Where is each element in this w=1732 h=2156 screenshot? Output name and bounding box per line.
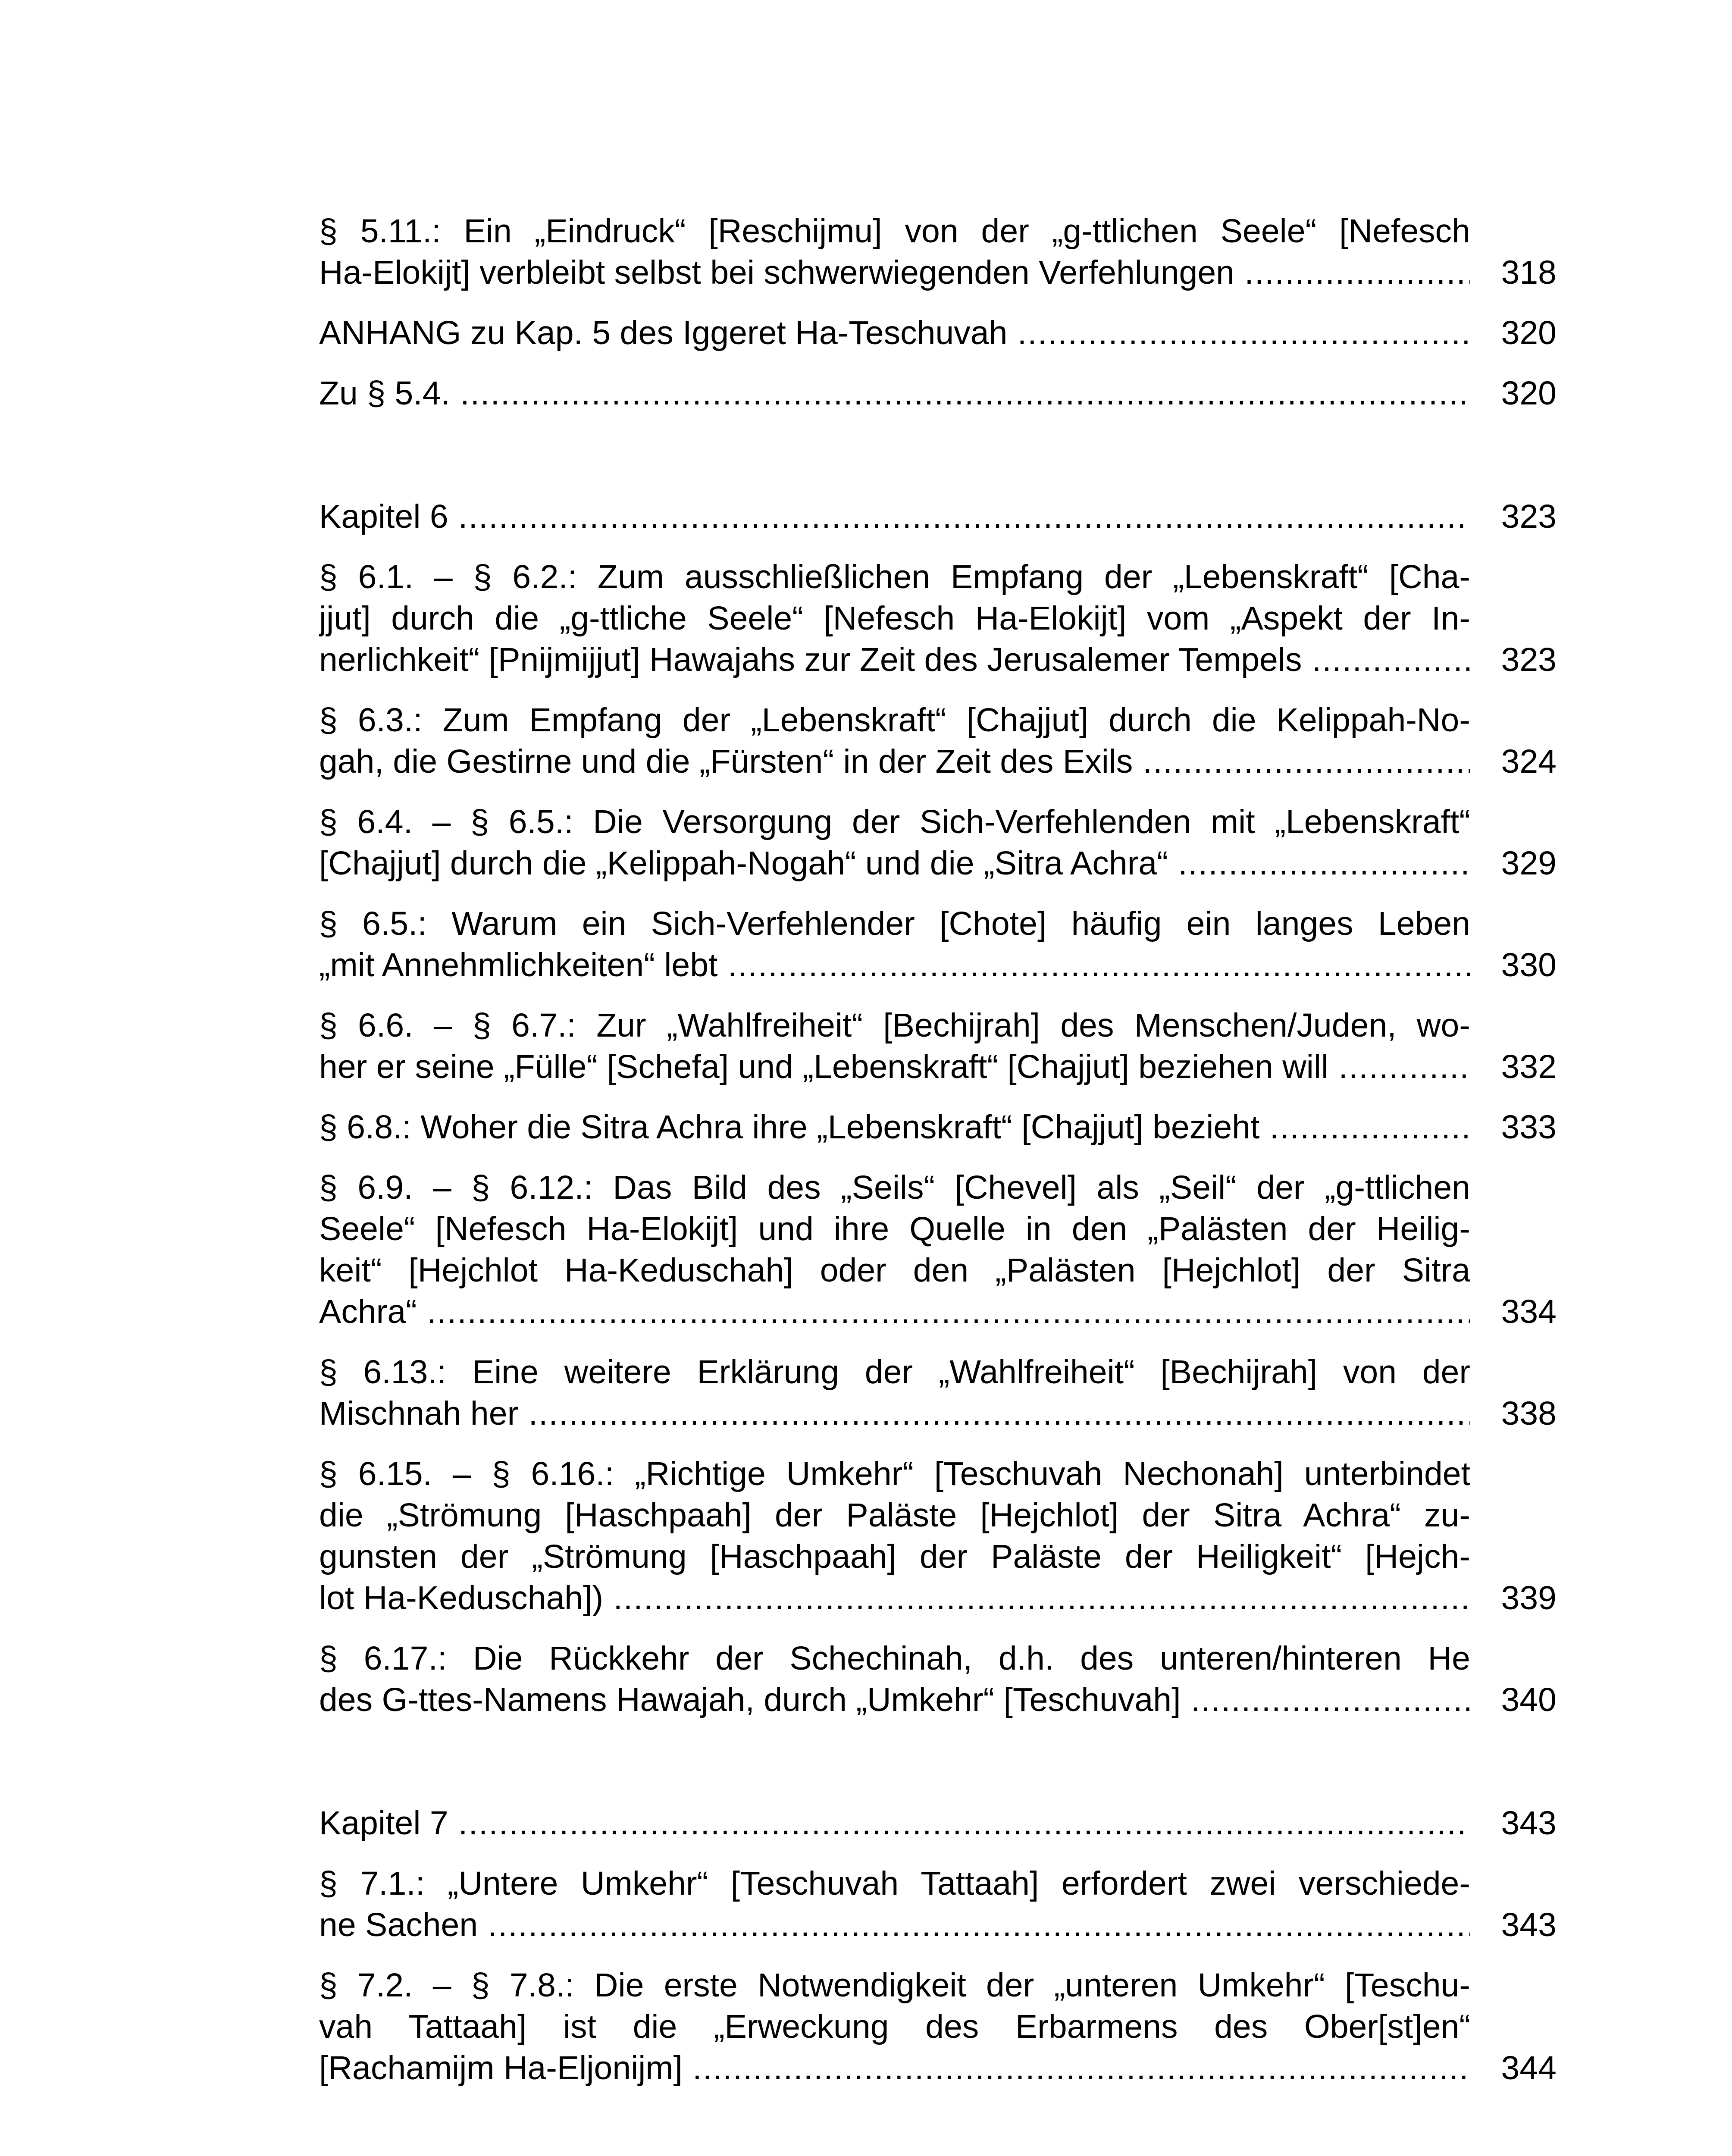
toc-entry-line: lot Ha-Keduschah]) ..... xyxy=(319,1577,1470,1619)
toc-entry-line: § 6.3.: Zum Empfang der „Lebenskraft“ [Chajjut] durch die Kelippah-No- xyxy=(319,702,1470,739)
toc-entry-line: ne Sachen ..... xyxy=(319,1904,1470,1946)
toc-page-number: 334 xyxy=(1501,1293,1557,1330)
toc-entry-6-6 xyxy=(319,1005,1557,1087)
toc-page-number: 330 xyxy=(1501,946,1557,984)
toc-page-number: 320 xyxy=(1501,375,1557,412)
toc-entry-line: gah, die Gestirne und die „Fürsten“ in der Zeit des Exils ..... xyxy=(319,741,1470,782)
toc-entry-6-15 xyxy=(319,1453,1557,1619)
toc-entry-6-4 xyxy=(319,801,1557,884)
toc-entry-line: her er seine „Fülle“ [Schefa] und „Lebenskraft“ [Chajjut] beziehen will ..... xyxy=(319,1046,1470,1087)
toc-page-number: 320 xyxy=(1501,314,1557,351)
toc-page-number: 344 xyxy=(1501,2049,1557,2087)
toc-entry-6-9 xyxy=(319,1167,1557,1332)
toc-entry-line: § 6.6. – § 6.7.: Zur „Wahlfreiheit“ [Bechijrah] des Menschen/Juden, wo- xyxy=(319,1007,1470,1044)
toc-page-number: 329 xyxy=(1501,845,1557,882)
toc-page-number: 343 xyxy=(1501,1906,1557,1943)
toc-entry-line: Zu § 5.4. ..... xyxy=(319,373,1470,414)
toc-page-number: 340 xyxy=(1501,1681,1557,1718)
toc-entry-line: § 6.5.: Warum ein Sich-Verfehlender [Chote] häufig ein langes Leben xyxy=(319,905,1470,942)
toc-entry-line: § 6.1. – § 6.2.: Zum ausschließlichen Empfang der „Lebenskraft“ [Cha- xyxy=(319,558,1470,595)
toc-entry-line: § 7.2. – § 7.8.: Die erste Notwendigkeit der „unteren Umkehr“ [Teschu- xyxy=(319,1967,1470,2004)
toc-entry-6-17 xyxy=(319,1638,1557,1720)
toc-entry-zu-5-4 xyxy=(319,373,1557,414)
toc-entry-6-5 xyxy=(319,903,1557,986)
toc-chapter-7 xyxy=(319,1802,1557,1844)
toc-entry-line: die „Strömung [Haschpaah] der Paläste [Hejchlot] der Sitra Achra“ zu- xyxy=(319,1497,1470,1534)
toc-entry-line: „mit Annehmlichkeiten“ lebt ..... xyxy=(319,944,1470,986)
toc-entry-line: § 6.17.: Die Rückkehr der Schechinah, d.h. des unteren/hinteren He xyxy=(319,1640,1470,1677)
toc-entry-line: Kapitel 6 ..... xyxy=(319,496,1470,537)
toc-entry-6-3 xyxy=(319,699,1557,782)
toc-entry-line: [Rachamijm Ha-Eljonijm] ..... xyxy=(319,2047,1470,2089)
toc-entry-line: Ha-Elokijt] verbleibt selbst bei schwerwiegenden Verfehlungen ..... xyxy=(319,252,1470,293)
toc-entry-7-2 xyxy=(319,1965,1557,2089)
toc-page-number: 324 xyxy=(1501,743,1557,780)
toc-entry-line: [Chajjut] durch die „Kelippah-Nogah“ und die „Sitra Achra“ ..... xyxy=(319,843,1470,884)
toc-page-number: 323 xyxy=(1501,498,1557,535)
toc-entry-6-8 xyxy=(319,1106,1557,1148)
toc-entry-line: gunsten der „Strömung [Haschpaah] der Paläste der Heiligkeit“ [Hejch- xyxy=(319,1538,1470,1575)
toc-entry-6-1 xyxy=(319,556,1557,680)
toc-chapter-6 xyxy=(319,496,1557,537)
toc-page-number: 332 xyxy=(1501,1048,1557,1085)
toc-entry-line: jjut] durch die „g-ttliche Seele“ [Nefesch Ha-Elokijt] vom „Aspekt der In- xyxy=(319,600,1470,637)
toc-entry-line: Seele“ [Nefesch Ha-Elokijt] und ihre Quelle in den „Palästen der Heilig- xyxy=(319,1210,1470,1247)
toc-entry-7-1 xyxy=(319,1863,1557,1946)
toc-entry-line: § 6.8.: Woher die Sitra Achra ihre „Lebenskraft“ [Chajjut] bezieht ..... xyxy=(319,1106,1470,1148)
toc-entry-line: ANHANG zu Kap. 5 des Iggeret Ha-Teschuvah ..... xyxy=(319,312,1470,354)
toc-entry-line: vah Tattaah] ist die „Erweckung des Erbarmens des Ober[st]en“ xyxy=(319,2008,1470,2045)
toc-entry-5-11 xyxy=(319,210,1557,293)
toc-entry-line: keit“ [Hejchlot Ha-Keduschah] oder den „Palästen [Hejchlot] der Sitra xyxy=(319,1252,1470,1289)
table-of-contents xyxy=(319,210,1557,2089)
toc-entry-line: § 6.15. – § 6.16.: „Richtige Umkehr“ [Teschuvah Nechonah] unterbindet xyxy=(319,1455,1470,1492)
toc-entry-line: Kapitel 7 ..... xyxy=(319,1802,1470,1844)
toc-page-number: 318 xyxy=(1501,254,1557,291)
toc-page-number: 338 xyxy=(1501,1395,1557,1432)
toc-page-number: 339 xyxy=(1501,1579,1557,1617)
toc-entry-line: nerlichkeit“ [Pnijmijjut] Hawajahs zur Zeit des Jerusalemer Tempels ..... xyxy=(319,639,1470,680)
toc-entry-anhang xyxy=(319,312,1557,354)
toc-entry-line: § 6.4. – § 6.5.: Die Versorgung der Sich-Verfehlenden mit „Lebenskraft“ xyxy=(319,803,1470,840)
toc-entry-line: Mischnah her ..... xyxy=(319,1393,1470,1434)
toc-entry-line: des G-ttes-Namens Hawajah, durch „Umkehr“ [Teschuvah] ..... xyxy=(319,1679,1470,1720)
toc-entry-line: § 6.9. – § 6.12.: Das Bild des „Seils“ [Chevel] als „Seil“ der „g-ttlichen xyxy=(319,1169,1470,1206)
toc-entry-6-13 xyxy=(319,1351,1557,1434)
toc-page-number: 323 xyxy=(1501,641,1557,678)
toc-entry-line: Achra“ ..... xyxy=(319,1291,1470,1332)
toc-page-number: 343 xyxy=(1501,1805,1557,1842)
toc-entry-line: § 6.13.: Eine weitere Erklärung der „Wahlfreiheit“ [Bechijrah] von der xyxy=(319,1354,1470,1391)
toc-page-number: 333 xyxy=(1501,1109,1557,1146)
toc-entry-line: § 5.11.: Ein „Eindruck“ [Reschijmu] von der „g-ttlichen Seele“ [Nefesch xyxy=(319,213,1470,250)
toc-entry-line: § 7.1.: „Untere Umkehr“ [Teschuvah Tattaah] erfordert zwei verschiede- xyxy=(319,1865,1470,1902)
